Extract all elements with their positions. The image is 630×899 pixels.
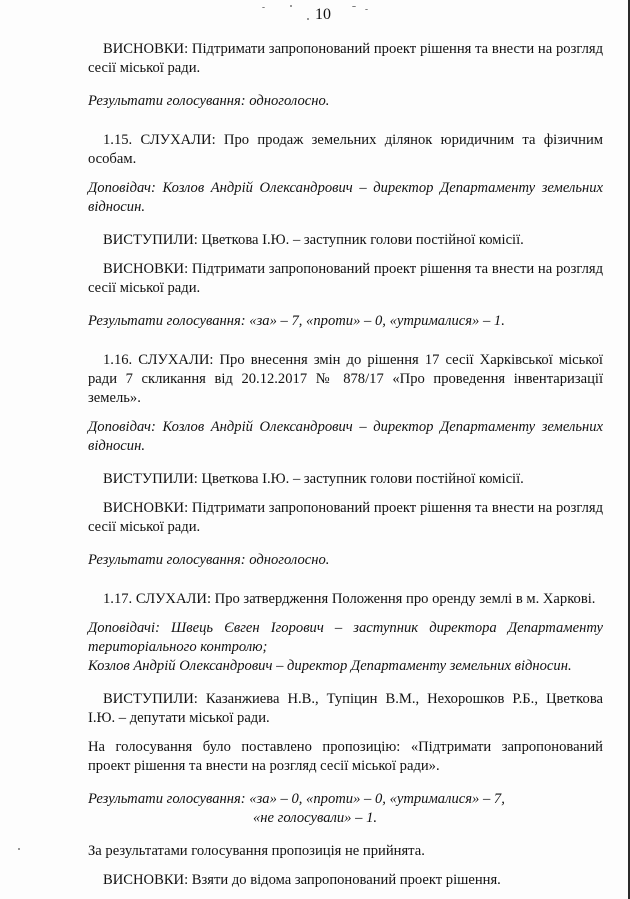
reporter-text: Доповідач: Козлов Андрій Олександрович – директор Департаменту земельних відносин. <box>88 180 603 215</box>
scan-speck <box>18 848 20 850</box>
vote-result: Результати голосування: «за» – 7, «проти» – 0, «утрималися» – 1. <box>88 313 505 329</box>
speakers-text: ВИСТУПИЛИ: Цветкова І.Ю. – заступник голови постійної комісії. <box>103 232 524 248</box>
vote-result: Результати голосування: одноголосно. <box>88 93 330 109</box>
outcome-text: За результатами голосування пропозиція не прийнята. <box>88 843 425 859</box>
speakers-text: ВИСТУПИЛИ: Казанжиева Н.В., Тупіцин В.М., Нехорошков Р.Б., Цветкова І.Ю. – депутати міської ради. <box>88 691 603 726</box>
agenda-item-heading: 1.16. СЛУХАЛИ: Про внесення змін до рішення 17 сесії Харківської міської ради 7 скликання від 20.12.2017 № 878/17 «Про проведення інвентаризації земель». <box>88 352 603 406</box>
vote-result: Результати голосування: «за» – 0, «проти» – 0, «утрималися» – 7, <box>88 791 505 807</box>
conclusion-text: ВИСНОВКИ: Підтримати запропонований проект рішення та внести на розгляд сесії міської ради. <box>88 500 603 535</box>
speakers-text: ВИСТУПИЛИ: Цветкова І.Ю. – заступник голови постійної комісії. <box>103 471 524 487</box>
reporter-text: Доповідач: Козлов Андрій Олександрович – директор Департаменту земельних відносин. <box>88 419 603 454</box>
proposal-text: На голосування було поставлено пропозицію: «Підтримати запропонований проект рішення та внести на розгляд сесії міської ради». <box>88 739 603 774</box>
reporter-text: Козлов Андрій Олександрович – директор Департаменту земельних відносин. <box>88 658 572 674</box>
agenda-item-heading: 1.17. СЛУХАЛИ: Про затвердження Положення про оренду землі в м. Харкові. <box>103 591 596 607</box>
conclusion-text: ВИСНОВКИ: Підтримати запропонований проект рішення та внести на розгляд сесії міської ради. <box>88 261 603 296</box>
conclusion-text: ВИСНОВКИ: Підтримати запропонований проект рішення та внести на розгляд сесії міської ради. <box>88 41 603 76</box>
vote-result-continuation: «не голосували» – 1. <box>253 810 378 826</box>
page-number: 10 <box>315 6 331 23</box>
document-body <box>88 40 603 890</box>
agenda-item-heading: 1.15. СЛУХАЛИ: Про продаж земельних ділянок юридичним та фізичним особам. <box>88 132 603 167</box>
reporter-text: Доповідачі: Швець Євген Ігорович – заступник директора Департаменту територіального контролю; <box>88 620 603 655</box>
conclusion-text: ВИСНОВКИ: Взяти до відома запропонований проект рішення. <box>103 872 501 888</box>
vote-result: Результати голосування: одноголосно. <box>88 552 330 568</box>
